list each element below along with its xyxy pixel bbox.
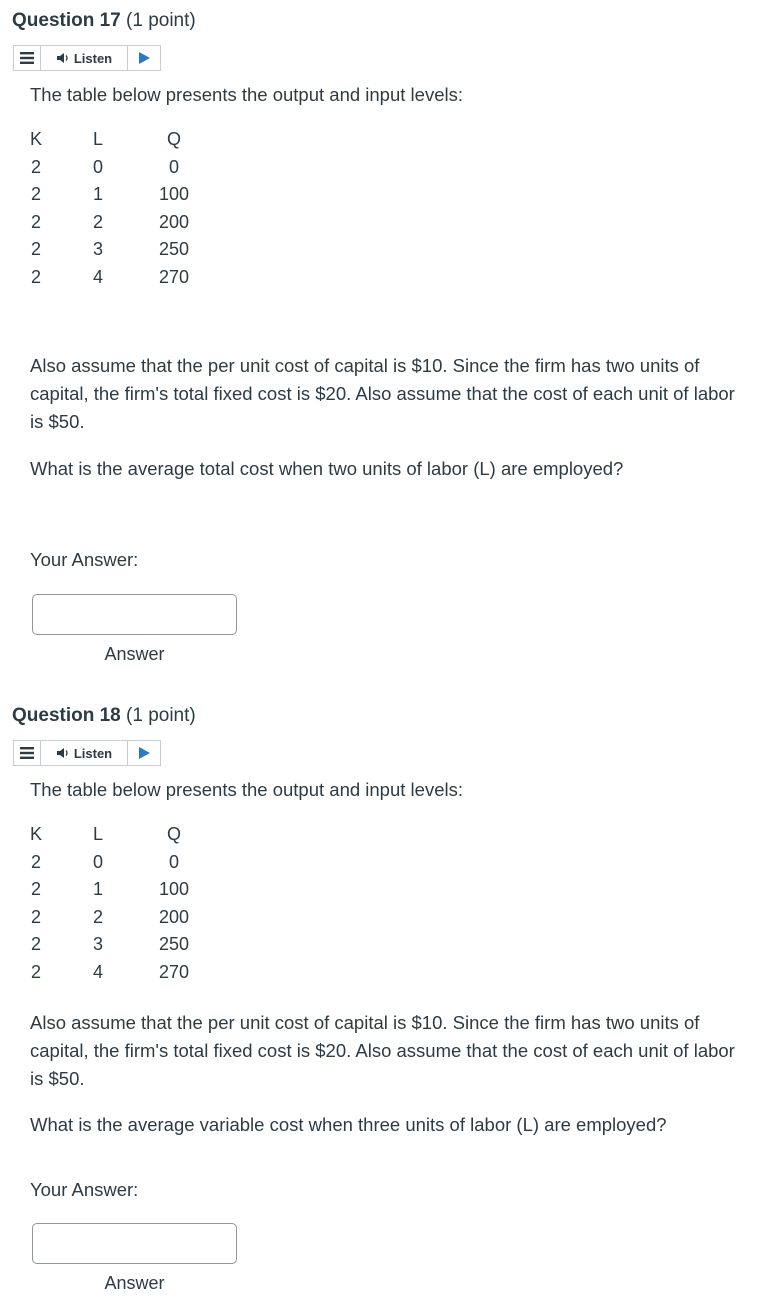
question-intro: The table below presents the output and input levels:	[30, 779, 463, 800]
table-cell: 1	[92, 184, 103, 205]
speaker-icon	[56, 52, 70, 64]
answer-caption: Answer	[104, 1273, 165, 1293]
listen-menu-button[interactable]	[14, 741, 41, 765]
table-cell: 0	[168, 156, 179, 177]
table-cell: 2	[92, 906, 103, 927]
question-points: (1 point)	[126, 10, 196, 31]
table-header-q: Q	[166, 129, 181, 149]
question-number: Question 17	[12, 10, 121, 31]
speaker-icon	[56, 747, 70, 759]
table-header-k: K	[29, 824, 42, 844]
table-cell: 1	[92, 879, 103, 900]
menu-icon	[20, 52, 34, 64]
answer-input[interactable]	[32, 594, 237, 635]
play-button[interactable]	[128, 741, 160, 765]
menu-icon	[20, 747, 34, 759]
table-header-l: L	[92, 824, 103, 844]
question-assumption: Also assume that the per unit cost of capital is $10. Since the firm has two units of capital, the firm's total fixed cost is $20. Also assume that the cost of each unit of labor is $50.	[30, 1012, 735, 1089]
answer-input[interactable]	[32, 1223, 237, 1264]
table-cell: 2	[30, 211, 41, 232]
question-title	[12, 705, 196, 727]
table-cell: 270	[158, 961, 190, 982]
listen-button[interactable]	[41, 741, 128, 765]
question-points: (1 point)	[126, 705, 196, 726]
play-button[interactable]	[128, 46, 160, 70]
table-cell: 2	[30, 934, 41, 955]
play-icon	[139, 52, 150, 64]
play-icon	[139, 747, 150, 759]
listen-toolbar	[13, 740, 161, 766]
your-answer-label: Your Answer:	[30, 1179, 139, 1200]
table-cell: 2	[30, 879, 41, 900]
table-cell: 100	[158, 184, 190, 205]
table-cell: 2	[30, 239, 41, 260]
table-cell: 2	[30, 266, 41, 287]
question-assumption: Also assume that the per unit cost of capital is $10. Since the firm has two units of capital, the firm's total fixed cost is $20. Also assume that the cost of each unit of labor is $50.	[30, 355, 735, 432]
question-intro: The table below presents the output and input levels:	[30, 84, 463, 105]
question-number: Question 18	[12, 705, 121, 726]
question-title	[12, 10, 196, 32]
table-cell: 200	[158, 211, 190, 232]
table-cell: 2	[30, 851, 41, 872]
table-cell: 3	[92, 934, 103, 955]
listen-toolbar	[13, 45, 161, 71]
question-prompt: What is the average variable cost when three units of labor (L) are employed?	[30, 1114, 667, 1135]
table-cell: 3	[92, 239, 103, 260]
listen-label: Listen	[73, 745, 113, 761]
table-cell: 2	[30, 961, 41, 982]
table-header-q: Q	[166, 824, 181, 844]
your-answer-label: Your Answer:	[30, 549, 139, 570]
table-cell: 2	[92, 211, 103, 232]
table-cell: 2	[30, 156, 41, 177]
listen-menu-button[interactable]	[14, 46, 41, 70]
question-prompt: What is the average total cost when two units of labor (L) are employed?	[30, 458, 624, 479]
table-cell: 270	[158, 266, 190, 287]
table-cell: 250	[158, 239, 190, 260]
table-cell: 100	[158, 879, 190, 900]
table-header-k: K	[29, 129, 42, 149]
listen-label: Listen	[73, 50, 113, 66]
table-cell: 2	[30, 184, 41, 205]
table-cell: 0	[92, 156, 103, 177]
table-header-l: L	[92, 129, 103, 149]
answer-caption: Answer	[104, 644, 165, 664]
table-cell: 250	[158, 934, 190, 955]
table-cell: 4	[92, 961, 103, 982]
listen-button[interactable]	[41, 46, 128, 70]
table-cell: 0	[168, 851, 179, 872]
table-cell: 200	[158, 906, 190, 927]
table-cell: 4	[92, 266, 103, 287]
table-cell: 2	[30, 906, 41, 927]
table-cell: 0	[92, 851, 103, 872]
